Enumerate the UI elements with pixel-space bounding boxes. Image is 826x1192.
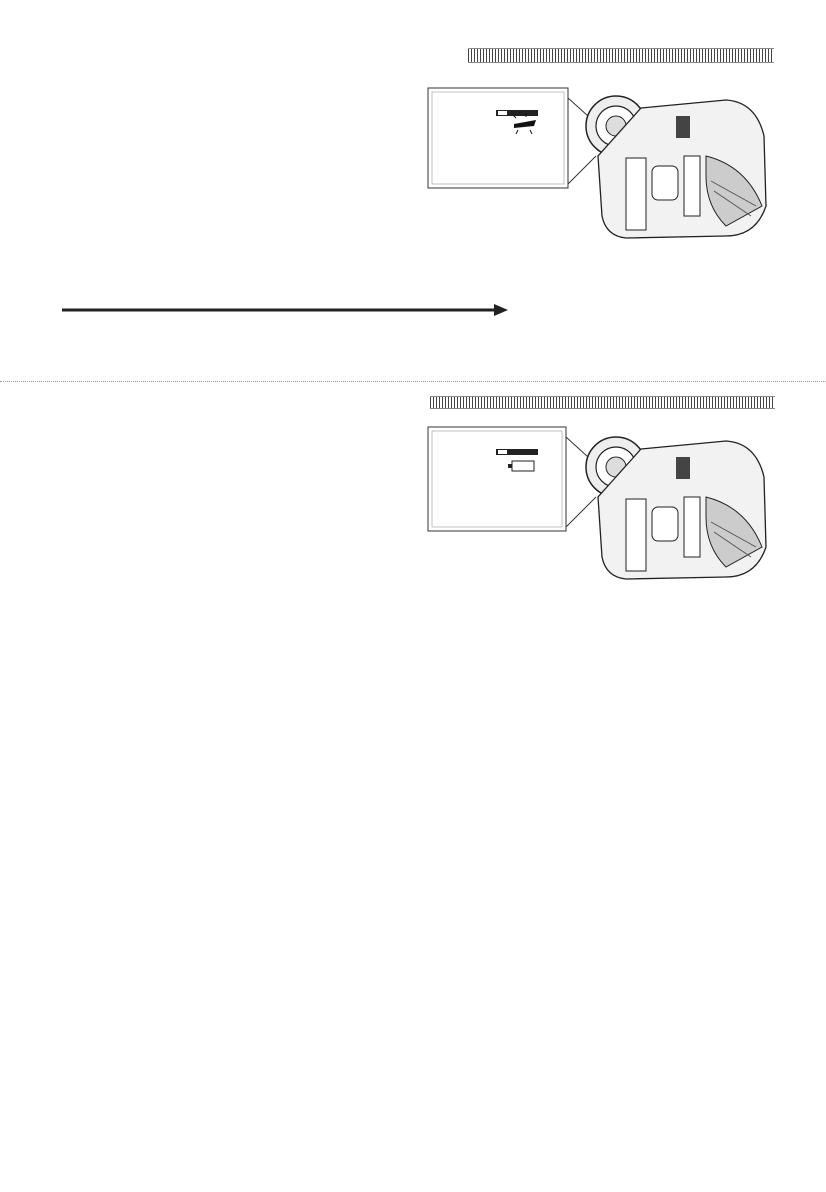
camcorder-illustration-1 <box>426 86 776 246</box>
battery-scale <box>32 244 552 322</box>
title-rule <box>468 48 774 63</box>
camcorder-illustration-2 <box>426 425 776 587</box>
section-title-rule <box>430 396 775 409</box>
section-divider <box>0 381 826 382</box>
